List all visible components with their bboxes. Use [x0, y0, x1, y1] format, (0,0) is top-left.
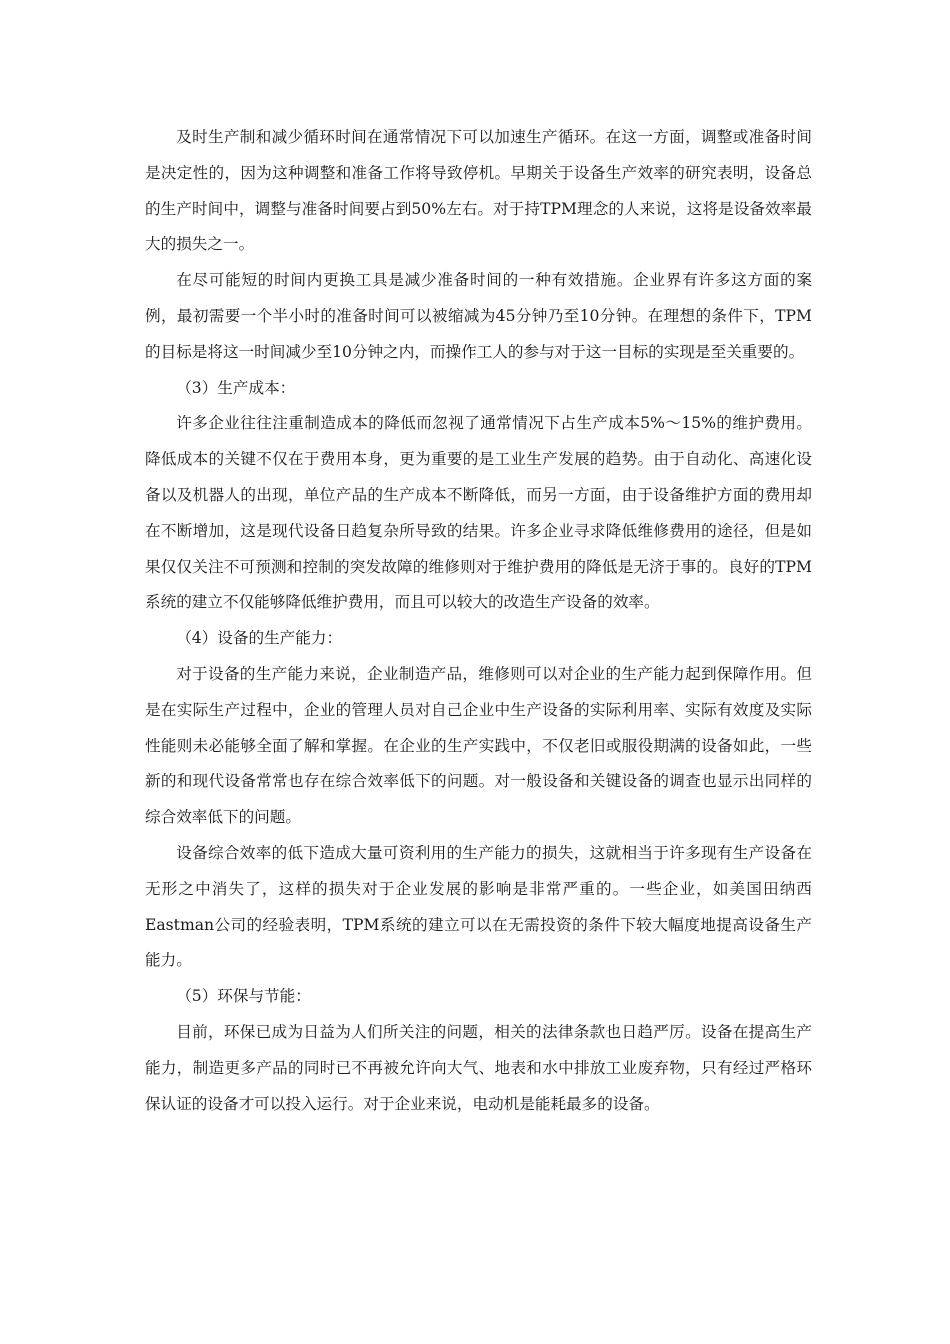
section-heading-environment: （5）环保与节能：: [176, 987, 311, 1006]
paragraph-tool-change: 在尽可能短的时间内更换工具是减少准备时间的一种有效措施。企业界有许多这方面的案例，最初需要一个半小时的准备时间可以被缩减为45分钟乃至10分钟。在理想的条件下，TPM的目标是将这一时间减少至10分钟之内，而操作工人的参与对于这一目标的实现是至关重要的。: [145, 271, 812, 361]
section-heading-capacity: （4）设备的生产能力：: [176, 629, 343, 648]
paragraph-efficiency-loss: 设备综合效率的低下造成大量可资利用的生产能力的损失，这就相当于许多现有生产设备在无形之中消失了，这样的损失对于企业发展的影响是非常严重的。一些企业，如美国田纳西Eastman公司的经验表明，TPM系统的建立可以在无需投资的条件下较大幅度地提高设备生产能力。: [145, 843, 812, 970]
section-heading-production-cost: （3）生产成本：: [176, 378, 296, 397]
paragraph-setup-time: 及时生产制和减少循环时间在通常情况下可以加速生产循环。在这一方面，调整或准备时间是决定性的，因为这种调整和准备工作将导致停机。早期关于设备生产效率的研究表明，设备总的生产时间中，调整与准备时间要占到50%左右。对于持TPM理念的人来说，这将是设备效率最大的损失之一。: [145, 128, 812, 254]
paragraph-maintenance-cost: 许多企业往往注重制造成本的降低而忽视了通常情况下占生产成本5%～15%的维护费用。降低成本的关键不仅在于费用本身，更为重要的是工业生产发展的趋势。由于自动化、高速化设备以及机器人的出现，单位产品的生产成本不断降低，而另一方面，由于设备维护方面的费用却在不断增加，这是现代设备日趋复杂所导致的结果。许多企业寻求降低维修费用的途径，但是如果仅仅关注不可预测和控制的突发故障的维修则对于维护费用的降低是无济于事的。良好的TPM系统的建立不仅能够降低维护费用，而且可以较大的改造生产设备的效率。: [145, 414, 812, 612]
paragraph-environment: 目前，环保已成为日益为人们所关注的问题，相关的法律条款也日趋严厉。设备在提高生产能力，制造更多产品的同时已不再被允许向大气、地表和水中排放工业废弃物，只有经过严格环保认证的设备才可以投入运行。对于企业来说，电动机是能耗最多的设备。: [145, 1022, 812, 1113]
paragraph-capacity: 对于设备的生产能力来说，企业制造产品，维修则可以对企业的生产能力起到保障作用。但是在实际生产过程中，企业的管理人员对自己企业中生产设备的实际利用率、实际有效度及实际性能则未必能够全面了解和掌握。在企业的生产实践中，不仅老旧或服役期满的设备如此，一些新的和现代设备常常也存在综合效率低下的问题。对一般设备和关键设备的调查也显示出同样的综合效率低下的问题。: [145, 664, 812, 827]
document-body: [145, 120, 812, 1122]
